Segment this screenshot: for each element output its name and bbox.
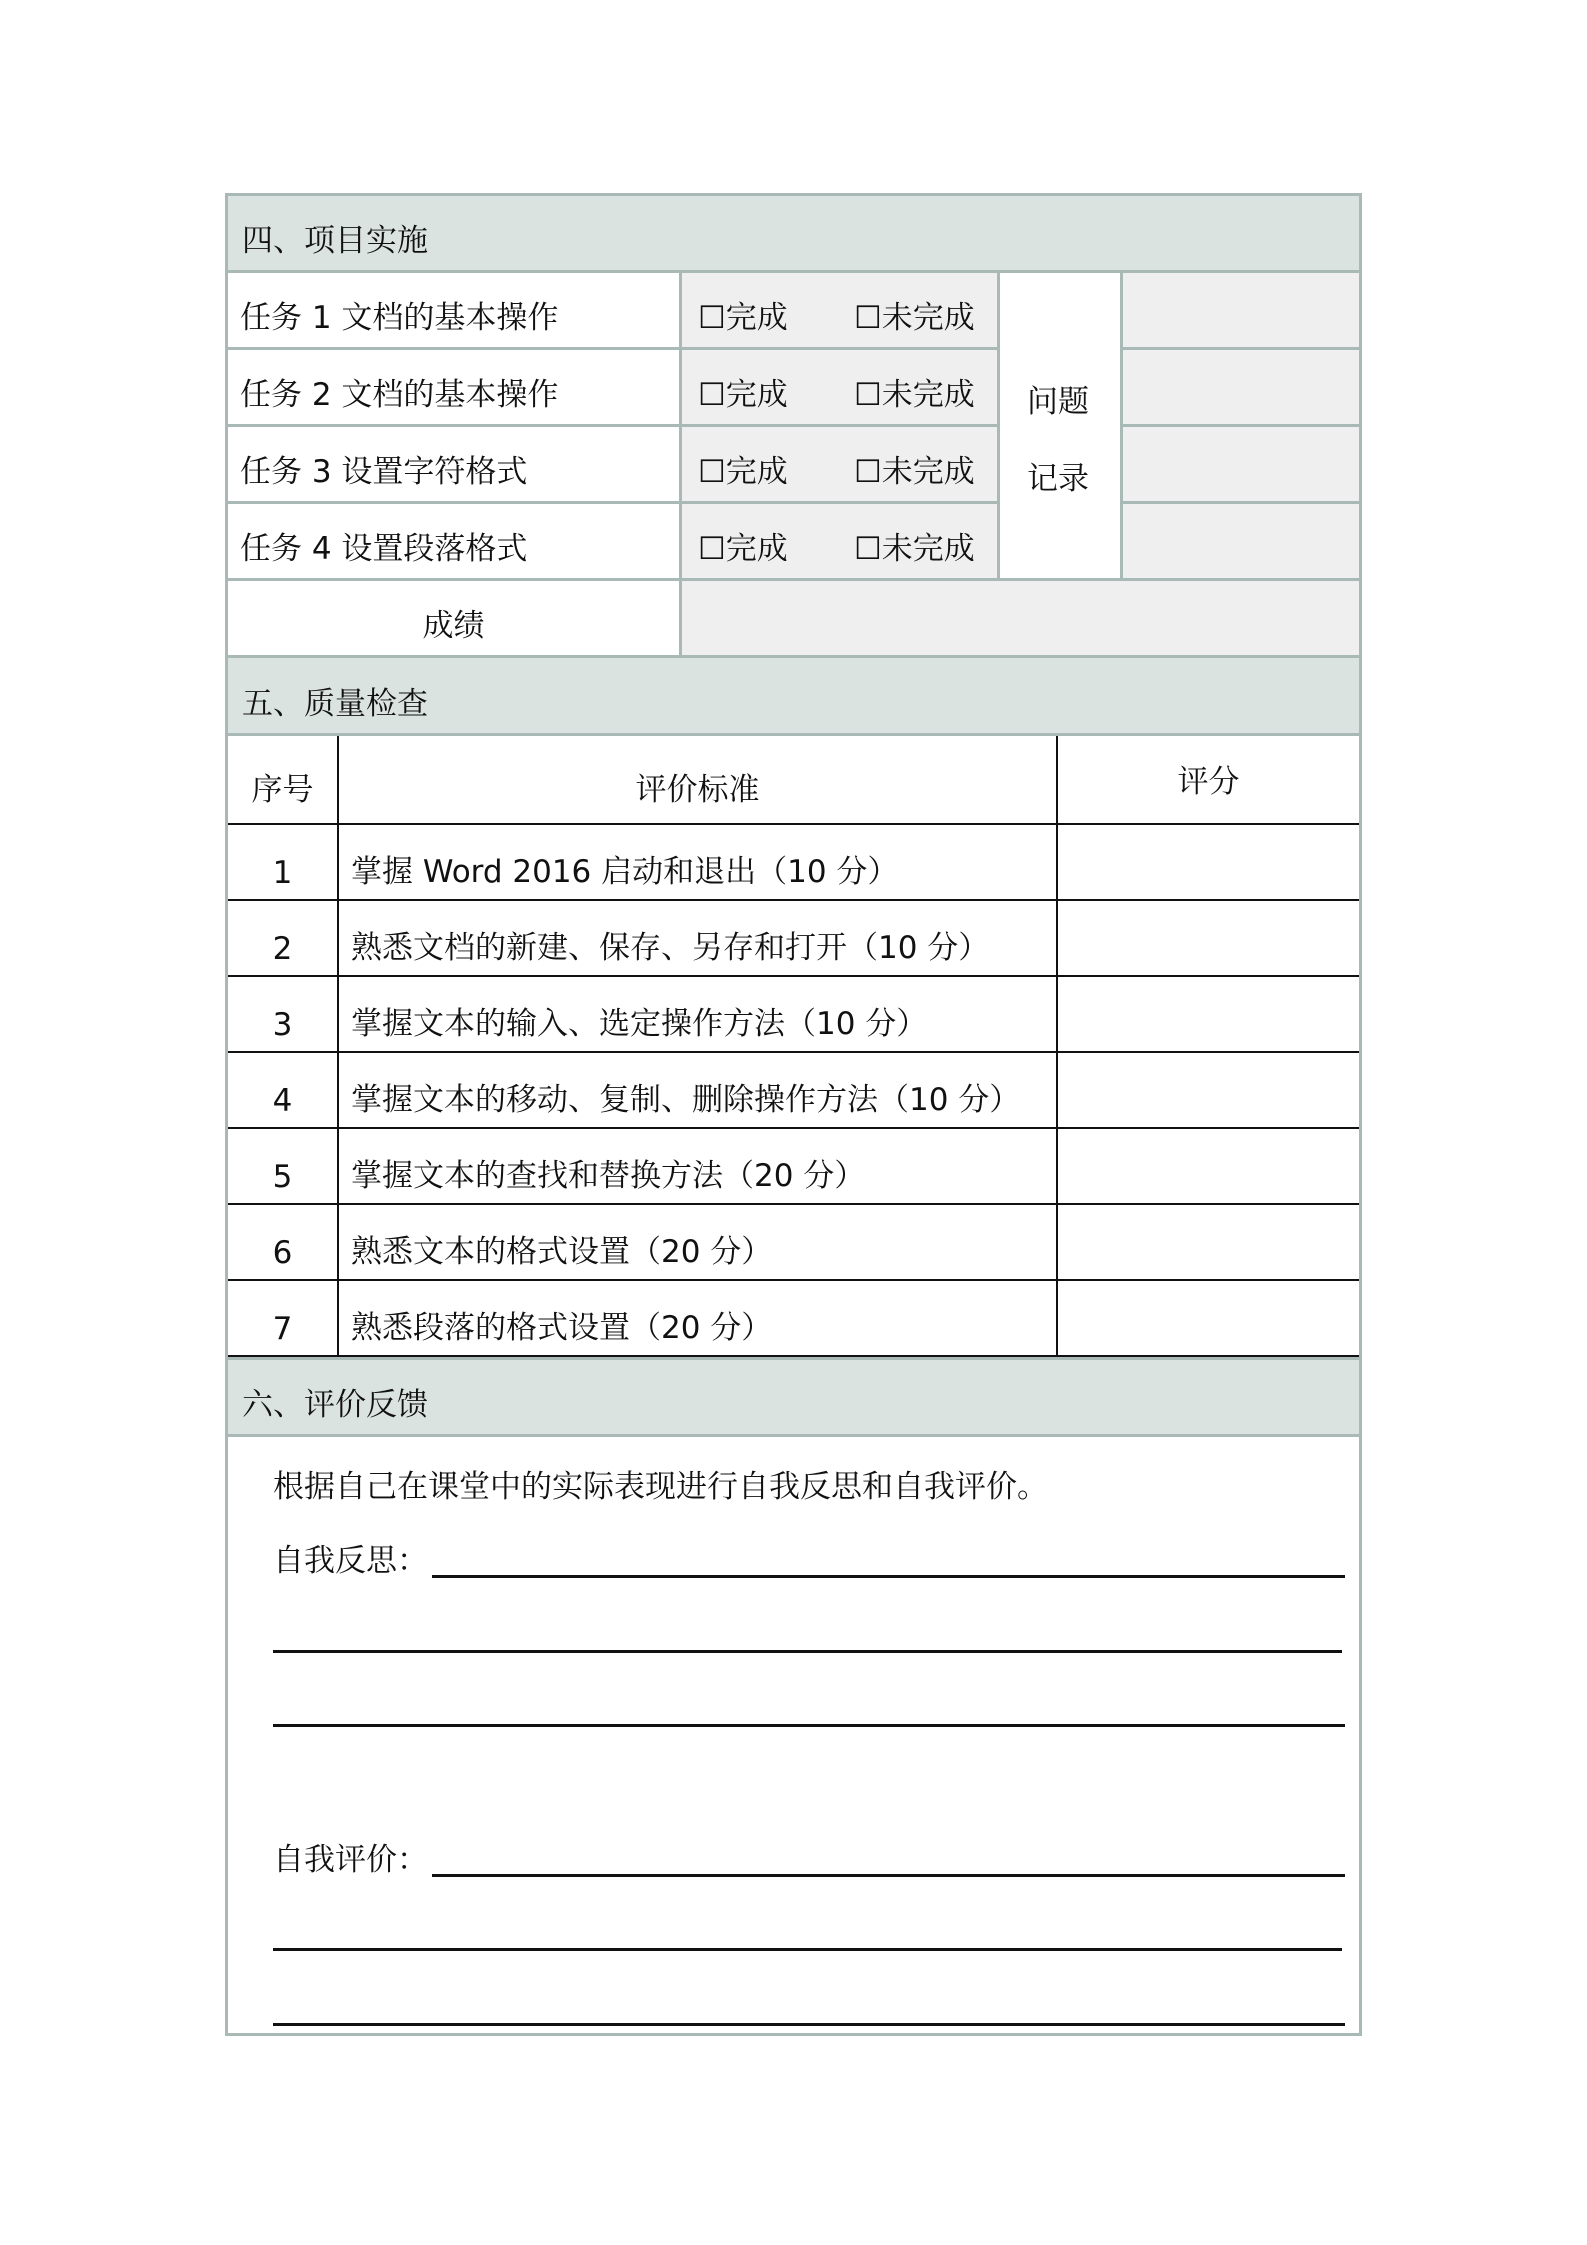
self-reflection-label: 自我反思： [273,1543,428,1579]
quality-row-7-seq: 7 [228,1281,339,1357]
quality-row-1-score[interactable] [1058,825,1359,901]
task-2-not-done-checkbox[interactable]: ☐未完成 [854,377,975,413]
evaluation-form [225,193,1362,2036]
section-4-header [228,196,1359,273]
task-row-2-label: 任务 2 文档的基本操作 [228,350,682,427]
problem-record-field-1[interactable] [1123,273,1359,350]
task-4-done-checkbox[interactable]: ☐完成 [698,531,788,567]
section-6-title: 六、评价反馈 [242,1387,428,1423]
self-reflection-line-3[interactable] [273,1724,1345,1727]
quality-row-2-score[interactable] [1058,901,1359,977]
task-row-2-status [682,350,1000,427]
task-row-1-label: 任务 1 文档的基本操作 [228,273,682,350]
section-4-title: 四、项目实施 [242,223,428,259]
section-5-title: 五、质量检查 [242,686,428,722]
feedback-instruction: 根据自己在课堂中的实际表现进行自我反思和自我评价。 [273,1469,1048,1505]
self-evaluation-line-1[interactable] [432,1874,1345,1877]
self-evaluation-label: 自我评价： [273,1842,428,1878]
quality-row-7-score[interactable] [1058,1281,1359,1357]
task-3-not-done-checkbox[interactable]: ☐未完成 [854,454,975,490]
task-3-done-checkbox[interactable]: ☐完成 [698,454,788,490]
problem-record-field-3[interactable] [1123,427,1359,504]
task-row-4-status [682,504,1000,581]
section-6-header [228,1357,1359,1437]
quality-header-score: 评分 [1058,736,1359,825]
quality-row-7-criteria: 熟悉段落的格式设置（20 分） [339,1281,1058,1357]
task-row-3-label: 任务 3 设置字符格式 [228,427,682,504]
quality-row-1-seq: 1 [228,825,339,901]
self-reflection-line-2[interactable] [273,1650,1342,1653]
problem-record-label: 问题 记录 [1000,273,1123,581]
section-5-header [228,658,1359,736]
quality-header-seq: 序号 [228,736,339,825]
self-reflection-line-1[interactable] [432,1575,1345,1578]
quality-row-4-seq: 4 [228,1053,339,1129]
quality-row-6-score[interactable] [1058,1205,1359,1281]
task-1-not-done-checkbox[interactable]: ☐未完成 [854,300,975,336]
quality-row-4-score[interactable] [1058,1053,1359,1129]
quality-row-5-seq: 5 [228,1129,339,1205]
grade-label: 成绩 [228,581,682,658]
grade-field[interactable] [682,581,1359,658]
task-4-not-done-checkbox[interactable]: ☐未完成 [854,531,975,567]
task-1-done-checkbox[interactable]: ☐完成 [698,300,788,336]
task-row-4-label: 任务 4 设置段落格式 [228,504,682,581]
feedback-body [228,1437,1359,2033]
quality-row-6-criteria: 熟悉文本的格式设置（20 分） [339,1205,1058,1281]
self-evaluation-line-2[interactable] [273,1948,1342,1951]
quality-row-6-seq: 6 [228,1205,339,1281]
problem-record-field-2[interactable] [1123,350,1359,427]
task-row-3-status [682,427,1000,504]
task-row-1-status [682,273,1000,350]
self-evaluation-line-3[interactable] [273,2023,1345,2026]
task-2-done-checkbox[interactable]: ☐完成 [698,377,788,413]
quality-row-5-score[interactable] [1058,1129,1359,1205]
quality-row-5-criteria: 掌握文本的查找和替换方法（20 分） [339,1129,1058,1205]
quality-row-2-seq: 2 [228,901,339,977]
quality-row-3-seq: 3 [228,977,339,1053]
quality-row-4-criteria: 掌握文本的移动、复制、删除操作方法（10 分） [339,1053,1058,1129]
quality-row-3-score[interactable] [1058,977,1359,1053]
quality-row-2-criteria: 熟悉文档的新建、保存、另存和打开（10 分） [339,901,1058,977]
problem-record-field-4[interactable] [1123,504,1359,581]
quality-header-criteria: 评价标准 [339,736,1058,825]
quality-row-3-criteria: 掌握文本的输入、选定操作方法（10 分） [339,977,1058,1053]
quality-row-1-criteria: 掌握 Word 2016 启动和退出（10 分） [339,825,1058,901]
